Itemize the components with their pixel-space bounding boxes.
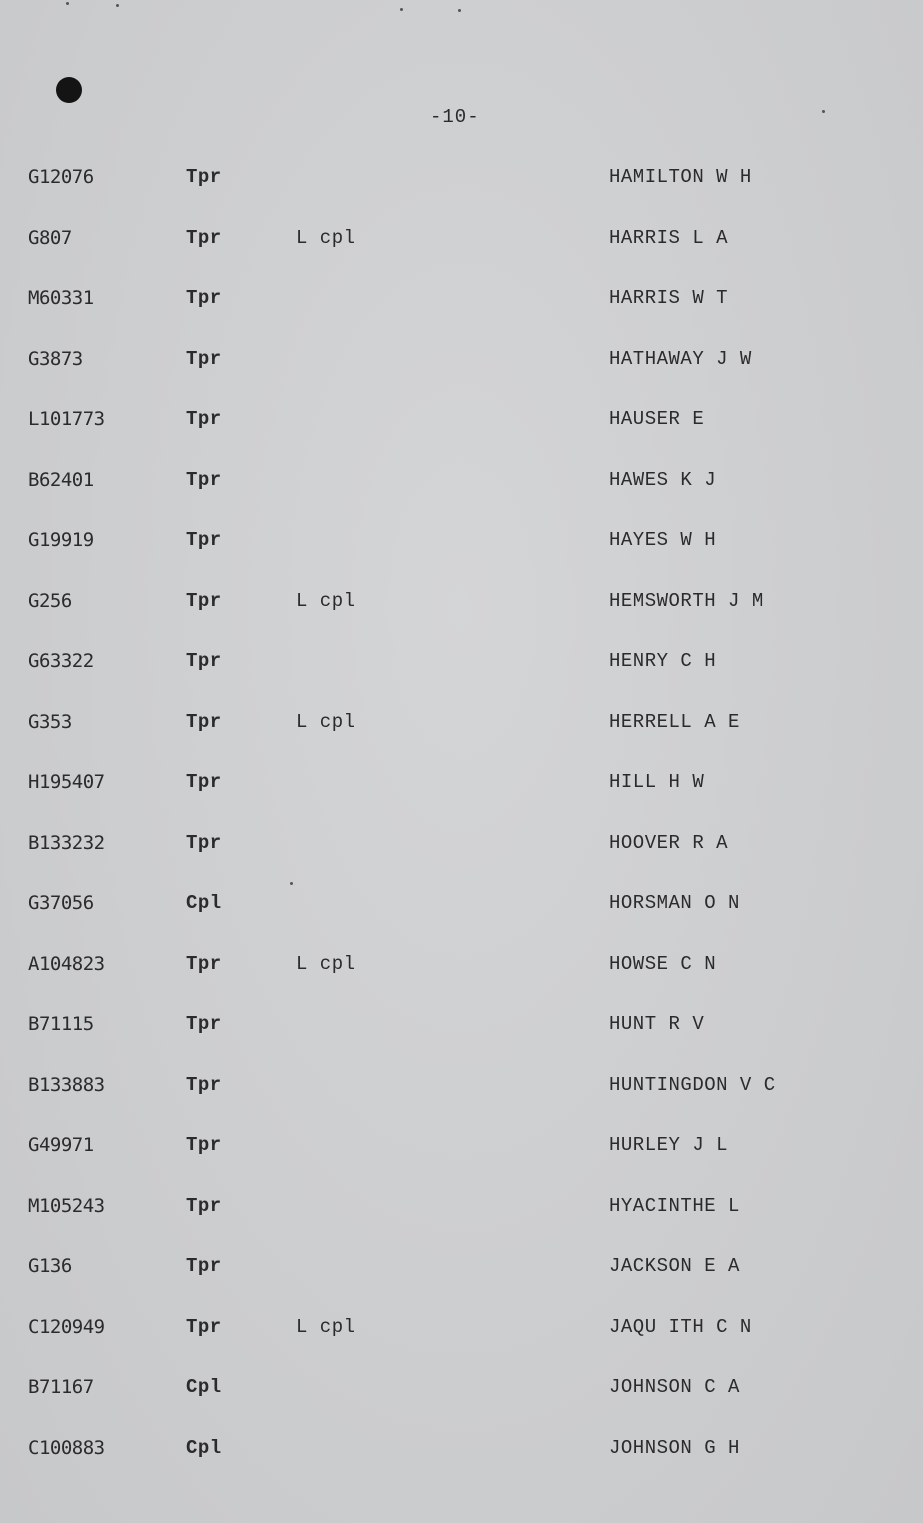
rank: Tpr [186, 347, 222, 370]
service-number: G49971 [28, 1134, 94, 1156]
service-number: B62401 [28, 468, 94, 491]
service-number: G807 [28, 226, 72, 249]
roster-row [0, 826, 923, 887]
paper-speck [822, 110, 825, 113]
service-number: G136 [28, 1255, 72, 1277]
rank: Tpr [186, 287, 222, 309]
soldier-name: HUNTINGDON V C [609, 1073, 776, 1096]
roster-row [0, 947, 923, 1008]
soldier-name: HOWSE C N [609, 952, 717, 975]
soldier-name: JOHNSON C A [609, 1376, 740, 1398]
appointment: L cpl [296, 226, 356, 249]
roster-row [0, 281, 923, 342]
rank: Tpr [186, 408, 222, 430]
roster-table [0, 160, 923, 1491]
service-number: G353 [28, 710, 72, 733]
roster-row [0, 886, 923, 947]
soldier-name: HUNT R V [609, 1013, 705, 1035]
roster-row [0, 221, 923, 282]
rank: Tpr [186, 226, 222, 249]
rank: Cpl [186, 1376, 222, 1398]
paper-speck [66, 2, 69, 5]
soldier-name: HARRIS L A [609, 226, 729, 249]
service-number: G63322 [28, 650, 94, 672]
soldier-name: HYACINTHE L [609, 1194, 740, 1217]
rank: Tpr [186, 831, 222, 854]
soldier-name: HATHAWAY J W [609, 347, 752, 370]
roster-row [0, 1431, 923, 1492]
page-number: -10- [430, 106, 480, 128]
soldier-name: HAUSER E [609, 408, 705, 430]
service-number: B133883 [28, 1073, 105, 1096]
roster-row [0, 584, 923, 645]
soldier-name: HERRELL A E [609, 710, 740, 733]
rank: Tpr [186, 1134, 222, 1156]
service-number: G12076 [28, 166, 94, 188]
rank: Tpr [186, 1013, 222, 1035]
service-number: C120949 [28, 1315, 105, 1338]
rank: Tpr [186, 771, 222, 793]
service-number: L101773 [28, 408, 105, 430]
soldier-name: HAMILTON W H [609, 166, 752, 188]
roster-row [0, 1249, 923, 1310]
soldier-name: HEMSWORTH J M [609, 589, 764, 612]
service-number: C100883 [28, 1436, 105, 1459]
service-number: A104823 [28, 952, 105, 975]
service-number: B71115 [28, 1013, 94, 1035]
soldier-name: JACKSON E A [609, 1255, 740, 1277]
rank: Tpr [186, 468, 222, 491]
rank: Tpr [186, 589, 222, 612]
rank: Tpr [186, 1315, 222, 1338]
roster-row [0, 705, 923, 766]
punch-hole [56, 77, 82, 103]
service-number: M105243 [28, 1194, 105, 1217]
rank: Cpl [186, 892, 222, 914]
rank: Tpr [186, 952, 222, 975]
service-number: H195407 [28, 771, 105, 793]
rank: Tpr [186, 166, 222, 188]
service-number: M60331 [28, 287, 94, 309]
service-number: G19919 [28, 529, 94, 551]
soldier-name: JOHNSON G H [609, 1436, 740, 1459]
soldier-name: HAWES K J [609, 468, 717, 491]
appointment: L cpl [296, 1315, 356, 1338]
appointment: L cpl [296, 952, 356, 975]
roster-row [0, 402, 923, 463]
paper-speck [458, 9, 461, 12]
rank: Tpr [186, 710, 222, 733]
rank: Tpr [186, 1073, 222, 1096]
soldier-name: HURLEY J L [609, 1134, 729, 1156]
roster-row [0, 1068, 923, 1129]
soldier-name: HORSMAN O N [609, 892, 740, 914]
roster-row [0, 1128, 923, 1189]
paper-speck [400, 8, 403, 11]
roster-row [0, 1007, 923, 1068]
roster-row [0, 160, 923, 221]
soldier-name: HENRY C H [609, 650, 717, 672]
roster-row [0, 342, 923, 403]
service-number: B71167 [28, 1376, 94, 1398]
rank: Tpr [186, 1194, 222, 1217]
paper-speck [116, 4, 119, 7]
service-number: B133232 [28, 831, 105, 854]
roster-row [0, 1310, 923, 1371]
appointment: L cpl [296, 589, 356, 612]
roster-row [0, 523, 923, 584]
roster-row [0, 765, 923, 826]
roster-row [0, 463, 923, 524]
service-number: G3873 [28, 347, 83, 370]
rank: Cpl [186, 1436, 222, 1459]
service-number: G256 [28, 589, 72, 612]
roster-row [0, 644, 923, 705]
roster-row [0, 1370, 923, 1431]
rank: Tpr [186, 1255, 222, 1277]
rank: Tpr [186, 650, 222, 672]
rank: Tpr [186, 529, 222, 551]
soldier-name: HAYES W H [609, 529, 717, 551]
roster-row [0, 1189, 923, 1250]
soldier-name: HILL H W [609, 771, 705, 793]
soldier-name: HARRIS W T [609, 287, 729, 309]
soldier-name: JAQU ITH C N [609, 1315, 752, 1338]
appointment: L cpl [296, 710, 356, 733]
soldier-name: HOOVER R A [609, 831, 729, 854]
service-number: G37056 [28, 892, 94, 914]
